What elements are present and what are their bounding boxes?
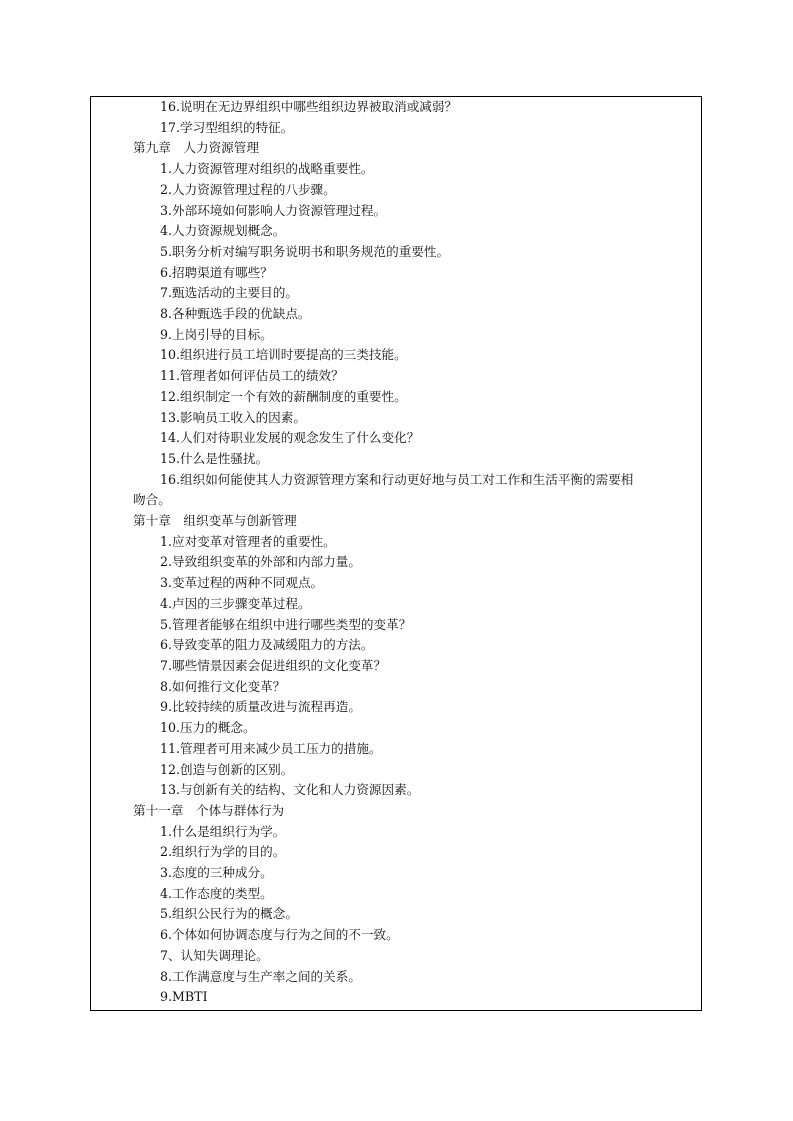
outline-item: 3.态度的三种成分。	[160, 865, 273, 881]
outline-item: 16.说明在无边界组织中哪些组织边界被取消或减弱？	[160, 99, 458, 114]
outline-item: 1.人力资源管理对组织的战略重要性。	[160, 161, 374, 177]
outline-item: 17.学习型组织的特征。	[160, 119, 294, 135]
outline-item: 5.职务分析对编写职务说明书和职务规范的重要性。	[160, 243, 450, 259]
outline-item: 9.MBTI	[160, 989, 208, 1005]
outline-item: 9.比较持续的质量改进与流程再造。	[160, 699, 361, 715]
outline-item: 10.组织进行员工培训时要提高的三类技能。	[160, 347, 407, 363]
outline-item: 4.卢因的三步骤变革过程。	[160, 595, 311, 611]
outline-item: 6.个体如何协调态度与行为之间的不一致。	[160, 927, 399, 943]
outline-item: 7.哪些情景因素会促进组织的文化变革？	[160, 657, 387, 673]
outline-item: 5.管理者能够在组织中进行哪些类型的变革？	[160, 616, 412, 632]
chapter-heading: 第十章 组织变革与创新管理	[133, 513, 297, 529]
outline-item: 7.甄选活动的主要目的。	[160, 285, 298, 301]
item-continuation: 吻合。	[133, 492, 171, 508]
chapter-heading: 第九章 人力资源管理	[133, 140, 259, 156]
document-table-cell	[90, 96, 702, 1011]
outline-item: 8.如何推行文化变革？	[160, 678, 286, 694]
outline-item: 9.上岗引导的目标。	[160, 326, 273, 342]
outline-item: 15.什么是性骚扰。	[160, 450, 269, 466]
outline-item: 11.管理者如何评估员工的绩效？	[160, 368, 344, 384]
outline-content	[91, 97, 701, 1008]
outline-item: 16.组织如何能使其人力资源管理方案和行动更好地与员工对工作和生活平衡的需要相	[160, 471, 634, 487]
outline-item: 2.人力资源管理过程的八步骤。	[160, 181, 336, 197]
outline-item: 3.外部环境如何影响人力资源管理过程。	[160, 202, 387, 218]
outline-item: 12.创造与创新的区别。	[160, 761, 294, 777]
outline-item: 6.招聘渠道有哪些？	[160, 264, 273, 280]
outline-item: 13.影响员工收入的因素。	[160, 409, 306, 425]
outline-item: 8.各种甄选手段的优缺点。	[160, 306, 311, 322]
outline-item: 1.应对变革对管理者的重要性。	[160, 533, 336, 549]
outline-item: 13.与创新有关的结构、文化和人力资源因素。	[160, 782, 420, 798]
chapter-heading: 第十一章 个体与群体行为	[133, 802, 285, 818]
outline-item: 2.导致组织变革的外部和内部力量。	[160, 554, 361, 570]
outline-item: 4.工作态度的类型。	[160, 885, 273, 901]
outline-item: 14.人们对待职业发展的观念发生了什么变化？	[160, 430, 420, 446]
outline-item: 2.组织行为学的目的。	[160, 844, 286, 860]
outline-item: 6.导致变革的阻力及减缓阻力的方法。	[160, 637, 374, 653]
outline-item: 1.什么是组织行为学。	[160, 823, 286, 839]
outline-item: 10.压力的概念。	[160, 720, 256, 736]
outline-item: 8.工作满意度与生产率之间的关系。	[160, 968, 361, 984]
outline-item: 4.人力资源规划概念。	[160, 223, 286, 239]
outline-item: 3.变革过程的两种不同观点。	[160, 575, 324, 591]
outline-item: 11.管理者可用来减少员工压力的措施。	[160, 740, 382, 756]
outline-item: 7、认知失调理论。	[160, 947, 269, 963]
outline-item: 12.组织制定一个有效的薪酬制度的重要性。	[160, 388, 407, 404]
outline-item: 5.组织公民行为的概念。	[160, 906, 298, 922]
